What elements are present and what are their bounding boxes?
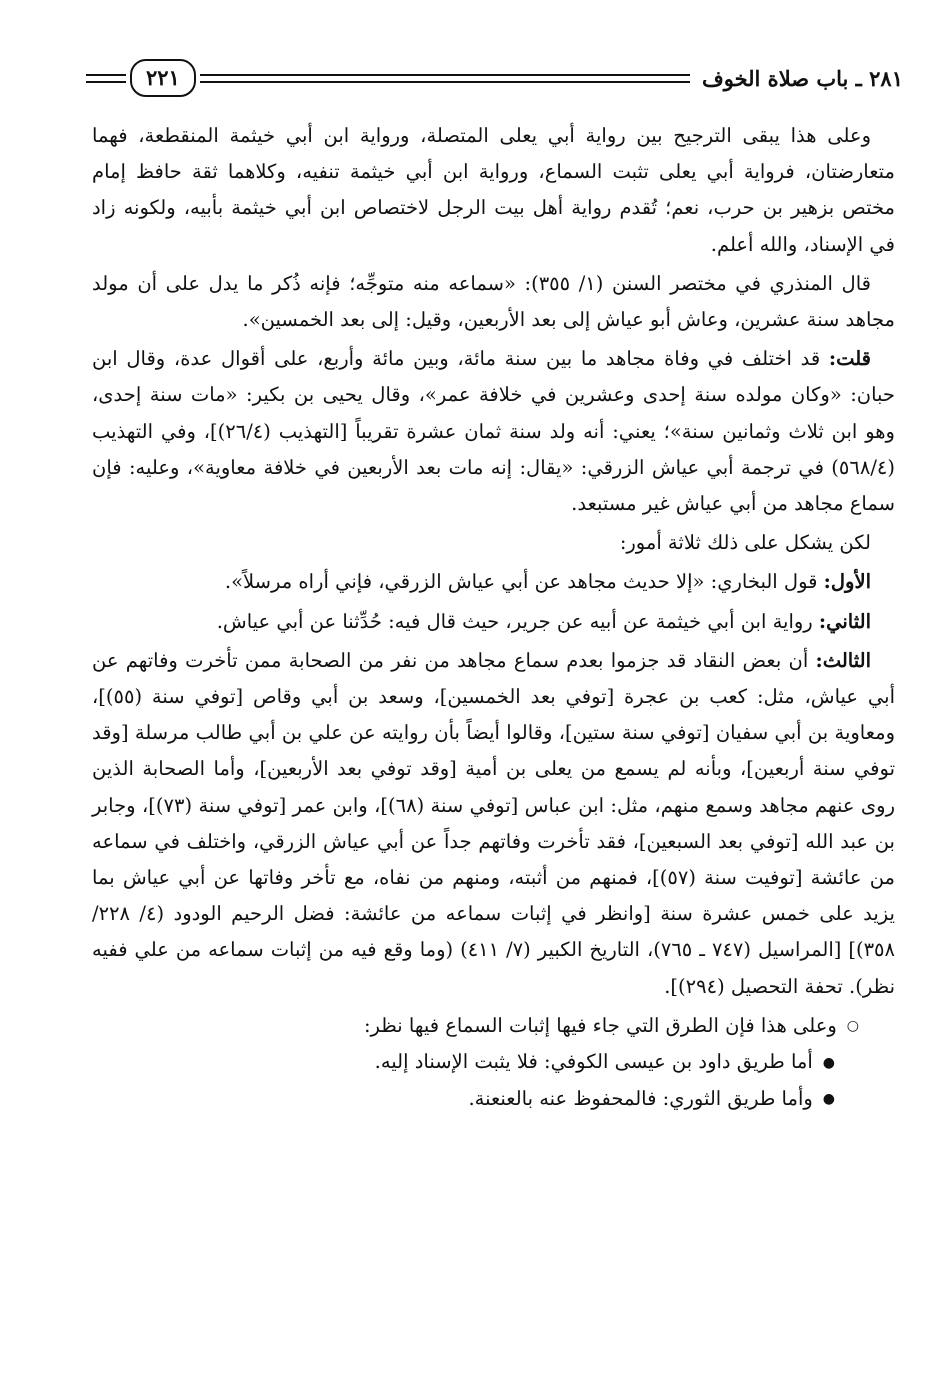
paragraph-text: رواية ابن أبي خيثمة عن أبيه عن جرير، حيث قال فيه: حُدِّثنا عن أبي عياش. <box>216 609 819 633</box>
solid-bullet-icon: ● <box>822 1091 835 1108</box>
list-item <box>92 1008 895 1045</box>
paragraph-label: الثاني: <box>818 609 871 633</box>
paragraph-text: قول البخاري: «إلا حديث مجاهد عن أبي عياش الزرقي، فإني أراه مرسلاً». <box>224 570 824 594</box>
header-rule-end <box>86 74 126 83</box>
list-item-text: أما طريق داود بن عيسى الكوفي: فلا يثبت الإسناد إليه. <box>374 1050 813 1074</box>
list-item-text: وعلى هذا فإن الطرق التي جاء فيها إثبات السماع فيها نظر: <box>363 1013 837 1037</box>
paragraph-label: قلت: <box>828 347 871 371</box>
paragraph-text: أن بعض النقاد قد جزموا بعدم سماع مجاهد من نفر من الصحابة ممن تأخرت وفاتهم عن أبي عياش، مثل: كعب بن عجرة [توفي بعد الخمسين]، وسعد بن أبي وقاص [توفي سنة (٥٥)]، ومعاوية بن أبي سفيان [توفي سنة ستين]، وقالوا أيضاً بأن روايته عن علي بن أبي طالب مرسلة [وقد توفي سنة أربعين]، وبأنه لم يسمع من يعلى بن أمية [وقد توفي بعد الأربعين]، وأما الصحابة الذين روى عنهم مجاهد وسمع منهم، مثل: ابن عباس [توفي سنة (٦٨)]، وابن عمر [توفي سنة (٧٣)]، وجابر بن عبد الله [توفي بعد السبعين]، فقد تأخرت وفاتهم جداً عن أبي عياش الزرقي، واختلف في سماعه من عائشة [توفيت سنة (٥٧)]، فمنهم من أثبته، ومنهم من نفاه، مع تأخر وفاتها عن أبي عياش بما يزيد على خمس عشرة سنة [وانظر في إثبات سماعه من عائشة: فضل الرحيم الودود (٤/ ٢٢٨/ ٣٥٨)] [المراسيل (٧٤٧ ـ ٧٦٥)، التاريخ الكبير (٧/ ٤١١) (وما وقع فيه من إثبات سماعه من علي ففيه نظر). تحفة التحصيل (٢٩٤)]. <box>92 648 896 998</box>
paragraph <box>92 643 895 1005</box>
paragraph <box>92 604 895 640</box>
chapter-title: ٢٨١ ـ باب صلاة الخوف <box>701 65 903 91</box>
header-rule <box>200 74 690 83</box>
paragraph-text: قد اختلف في وفاة مجاهد ما بين سنة مائة، وبين مائة وأربع، على أقوال عدة، وقال ابن حبان: «وكان مولده سنة إحدى وعشرين في خلافة عمر»، وقال يحيى بن بكير: «مات سنة إحدى، وهو ابن ثلاث وثمانين سنة»؛ يعني: أنه ولد سنة ثمان عشرة تقريباً [التهذيب (٢٦/٤)]، وفي التهذيب (٥٦٨/٤) في ترجمة أبي عياش الزرقي: «يقال: إنه مات بعد الأربعين في خلافة معاوية»، وعليه: فإن سماع مجاهد من أبي عياش غير مستبعد. <box>92 347 895 516</box>
list-item <box>92 1081 895 1118</box>
paragraph <box>92 341 895 522</box>
page-number: ٢٢١ <box>130 59 196 97</box>
hollow-bullet-icon: ○ <box>846 1018 859 1035</box>
page-header <box>86 52 903 104</box>
solid-bullet-icon: ● <box>822 1054 835 1071</box>
paragraph-label: الأول: <box>823 570 871 594</box>
paragraph: لكن يشكل على ذلك ثلاثة أمور: <box>619 531 871 555</box>
list-item <box>92 1044 895 1081</box>
paragraph: قال المنذري في مختصر السنن (١/ ٣٥٥): «سماعه منه متوجِّه؛ فإنه ذُكر ما يدل على أن مولد مجاهد سنة عشرين، وعاش أبو عياش إلى بعد الأربعين، وقيل: إلى بعد الخمسين». <box>92 271 895 332</box>
page-body <box>92 118 895 1118</box>
paragraph-label: الثالث: <box>815 648 871 672</box>
paragraph: وعلى هذا يبقى الترجيح بين رواية أبي يعلى المتصلة، ورواية ابن أبي خيثمة المنقطعة، فهما متعارضتان، فرواية أبي يعلى تثبت السماع، ورواية ابن أبي خيثمة تنفيه، وكلاهما ثقة حافظ إمام مختص بزهير بن حرب، نعم؛ تُقدم رواية أهل بيت الرجل لاختصاص ابن أبي خيثمة بأبيه، ولكونه زاد في الإسناد، والله أعلم. <box>92 124 895 256</box>
paragraph <box>92 564 895 600</box>
list-item-text: وأما طريق الثوري: فالمحفوظ عنه بالعنعنة. <box>468 1087 813 1111</box>
